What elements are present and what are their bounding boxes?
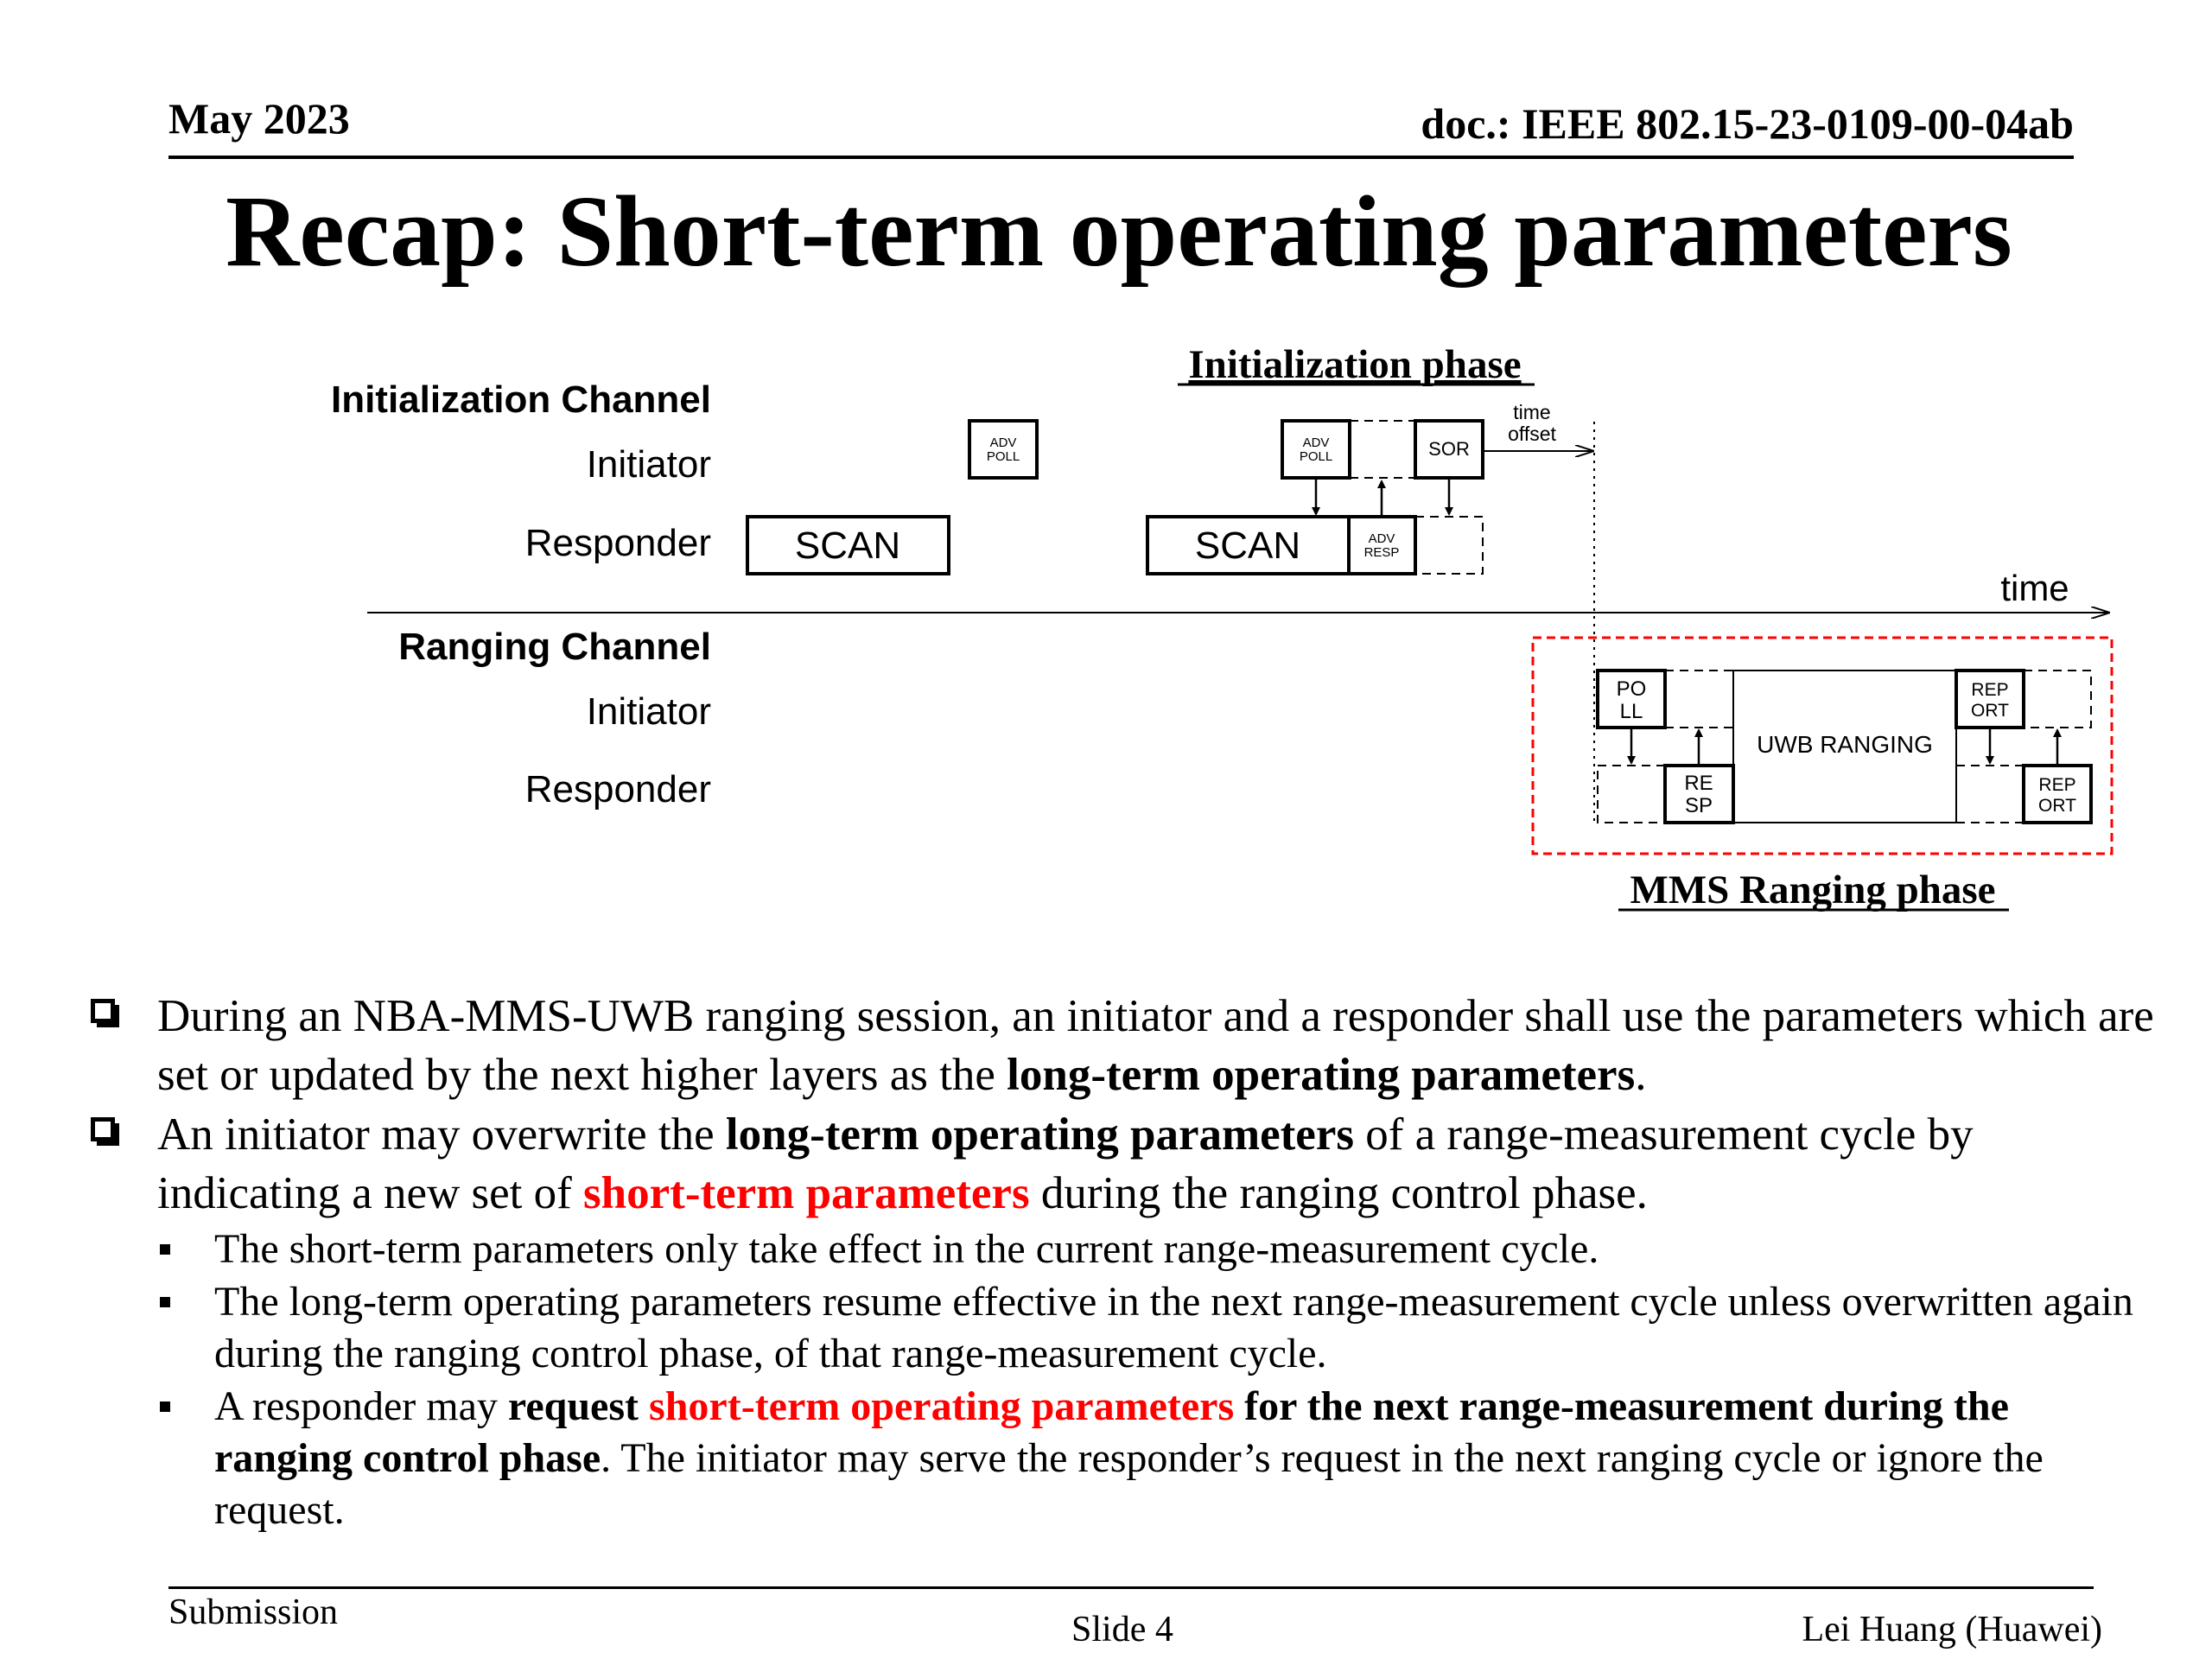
sub-bullet-3-bold-1: request [507, 1383, 639, 1429]
adv-poll-box-2-line1: ADV [1302, 435, 1330, 450]
adv-poll-box-2-line2: POLL [1299, 449, 1333, 464]
slide-title: Recap: Short-term operating parameters [226, 175, 2012, 288]
init-channel-responder-label: Responder [524, 522, 711, 564]
report-box-initiator-line2: ORT [1971, 701, 2009, 721]
initiator-dashed-slot [1350, 421, 1415, 478]
time-axis-label: time [2000, 568, 2069, 608]
ranging-init-dashed-1 [1665, 671, 1733, 728]
header-date: May 2023 [168, 94, 350, 143]
bullet-2-text-2: of a range-measurement cycle by indicating a new set of [157, 1109, 1974, 1218]
bullet-2 [91, 1105, 2156, 1223]
sub-bullet-1-text: The short-term parameters only take effect in the current range-measurement cycle. [214, 1226, 1599, 1272]
ranging-channel-responder-label: Responder [524, 768, 711, 810]
bullet-1-bold: long-term operating parameters [1007, 1050, 1636, 1100]
square-bullet-icon [160, 1297, 170, 1307]
sub-bullet-3-red: short-term operating parameters [639, 1383, 1235, 1429]
scan-box-2-label: SCAN [1194, 524, 1301, 567]
footer-slide-number: Slide 4 [1071, 1610, 1173, 1649]
ranging-init-dashed-2 [2024, 671, 2091, 728]
footer-author: Lei Huang (Huawei) [1802, 1610, 2102, 1649]
sub-bullet-3-bold-2: for the next range-measurement during the ranging control phase [214, 1383, 2009, 1481]
footer-submission: Submission [168, 1592, 339, 1632]
resp-box-line1: RE [1684, 772, 1713, 795]
bullet-2-bold: long-term operating parameters [725, 1109, 1354, 1160]
poll-box-line2: LL [1619, 700, 1643, 723]
header-doc-id: doc.: IEEE 802.15-23-0109-00-04ab [1421, 99, 2074, 148]
poll-box-line1: PO [1616, 677, 1647, 701]
sub-bullet-3-text: A responder may [214, 1383, 508, 1429]
bullet-list [91, 987, 2156, 1537]
sub-bullet-2-text: The long-term operating parameters resume effective in the next range-measurement cycle unless overwritten again during the ranging control phase, of that range-measurement cycle. [214, 1279, 2133, 1376]
report-box-responder-line2: ORT [2038, 796, 2076, 816]
time-offset-label-line2: offset [1508, 423, 1556, 445]
adv-resp-box-line1: ADV [1368, 531, 1395, 546]
ranging-channel-label: Ranging Channel [398, 626, 711, 668]
responder-dashed-slot [1415, 517, 1483, 574]
time-offset-label-line1: time [1513, 401, 1551, 423]
sub-bullet-2 [91, 1276, 2156, 1380]
report-box-initiator-line1: REP [1971, 680, 2009, 700]
adv-poll-box-1-line1: ADV [989, 435, 1017, 450]
sor-box-label: SOR [1428, 438, 1470, 460]
square-bullet-icon [160, 1402, 170, 1412]
adv-resp-box-line2: RESP [1363, 545, 1400, 560]
footer-divider [168, 1586, 2094, 1589]
init-channel-label: Initialization Channel [330, 378, 711, 421]
resp-box-line2: SP [1684, 794, 1713, 817]
checkbox-bullet-icon [91, 1117, 115, 1141]
checkbox-bullet-icon [91, 999, 115, 1023]
sub-bullet-3-end: . The initiator may serve the responder’s request in the next ranging cycle or ignore the request. [214, 1435, 2044, 1533]
ranging-resp-dashed-2 [1956, 766, 2024, 823]
ranging-channel-initiator-label: Initiator [586, 690, 711, 733]
adv-poll-box-1-line2: POLL [986, 449, 1020, 464]
square-bullet-icon [160, 1244, 170, 1255]
bullet-1-text: During an NBA-MMS-UWB ranging session, an initiator and a responder shall use the parameters which are set or updated by the next higher layers as the [157, 991, 2154, 1100]
report-box-responder-line1: REP [2038, 775, 2076, 795]
init-channel-initiator-label: Initiator [586, 443, 711, 486]
bullet-1-end: . [1635, 1050, 1647, 1100]
bullet-1 [91, 987, 2156, 1104]
uwb-ranging-label: UWB RANGING [1757, 731, 1933, 758]
init-phase-label: Initialization phase [1188, 342, 1522, 387]
mms-phase-label: MMS Ranging phase [1630, 868, 1996, 912]
ranging-resp-dashed-1 [1598, 766, 1665, 823]
sub-bullet-3 [91, 1381, 2156, 1536]
bullet-2-text: An initiator may overwrite the [157, 1109, 726, 1160]
bullet-2-end: during the ranging control phase. [1029, 1168, 1648, 1218]
scan-box-1-label: SCAN [794, 524, 901, 567]
sub-bullet-1 [91, 1224, 2156, 1275]
bullet-2-red: short-term parameters [583, 1168, 1030, 1218]
